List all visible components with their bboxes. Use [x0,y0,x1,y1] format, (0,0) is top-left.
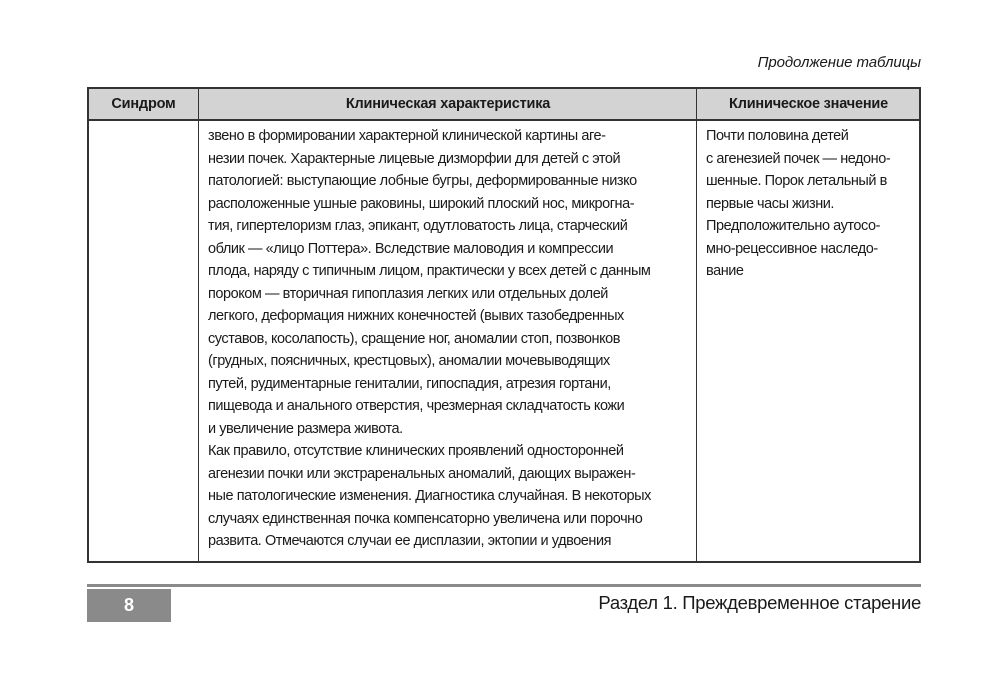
text-line: ные патологические изменения. Диагностика случайная. В некоторых [208,488,651,504]
syndrome-table [87,87,921,563]
text-line: путей, рудиментарные гениталии, гипоспадия, атрезия гортани, [208,375,611,392]
running-section-title: Раздел 1. Преждевременное старение [598,592,921,613]
characteristic-cell [208,125,692,553]
column-divider [696,87,697,561]
text-line: мно-рецессивное наследо- [706,240,878,257]
text-line: Предположительно аутосо- [706,218,880,234]
text-line: пищевода и анального отверстия, чрезмерная складчатость кожи [208,398,625,414]
text-line: первые часы жизни. [706,195,835,212]
significance-cell [706,125,916,283]
column-header-significance: Клиническое значение [729,96,888,112]
table-continuation-label: Продолжение таблицы [757,54,921,71]
column-header-characteristic: Клиническая характеристика [345,96,551,112]
text-line: незии почек. Характерные лицевые дизморфии для детей с этой [208,150,621,167]
page-number: 8 [87,589,171,622]
text-line: тия, гипертелоризм глаз, эпикант, одутловатость лица, старческий [208,218,628,234]
text-line: суставов, косолапость), сращение ног, аномалии стоп, позвонков [208,330,620,347]
column-divider [198,87,199,561]
text-line: пороком — вторичная гипоплазия легких или отдельных долей [208,285,608,302]
text-line: звено в формировании характерной клинической картины аге- [208,128,606,144]
text-line: вание [706,263,744,279]
text-line: агенезии почки или экстраренальных аномалий, дающих выражен- [208,465,636,482]
text-line: с агенезией почек — недоно- [706,150,891,167]
column-header-syndrome: Синдром [111,96,176,112]
text-line: Почти половина детей [706,128,849,144]
text-line: (грудных, поясничных, крестцовых), аномалии мочевыводящих [208,353,610,369]
text-line: плода, наряду с типичным лицом, практически у всех детей с данным [208,263,651,279]
text-line: случаях единственная почка компенсаторно увеличена или порочно [208,510,643,527]
text-line: легкого, деформация нижних конечностей (вывих тазобедренных [208,308,624,324]
text-line: расположенные ушные раковины, широкий плоский нос, микрогна- [208,195,635,212]
table-header-row [89,87,919,121]
text-line: Как правило, отсутствие клинических проявлений односторонней [208,443,624,459]
footer-divider [87,584,921,587]
text-line: шенные. Порок летальный в [706,173,887,189]
text-line: и увеличение размера живота. [208,420,403,437]
text-line: патологией: выступающие лобные бугры, деформированные низко [208,173,637,189]
text-line: облик — «лицо Поттера». Вследствие маловодия и компрессии [208,240,614,257]
text-line: развита. Отмечаются случаи ее дисплазии, эктопии и удвоения [208,533,612,549]
